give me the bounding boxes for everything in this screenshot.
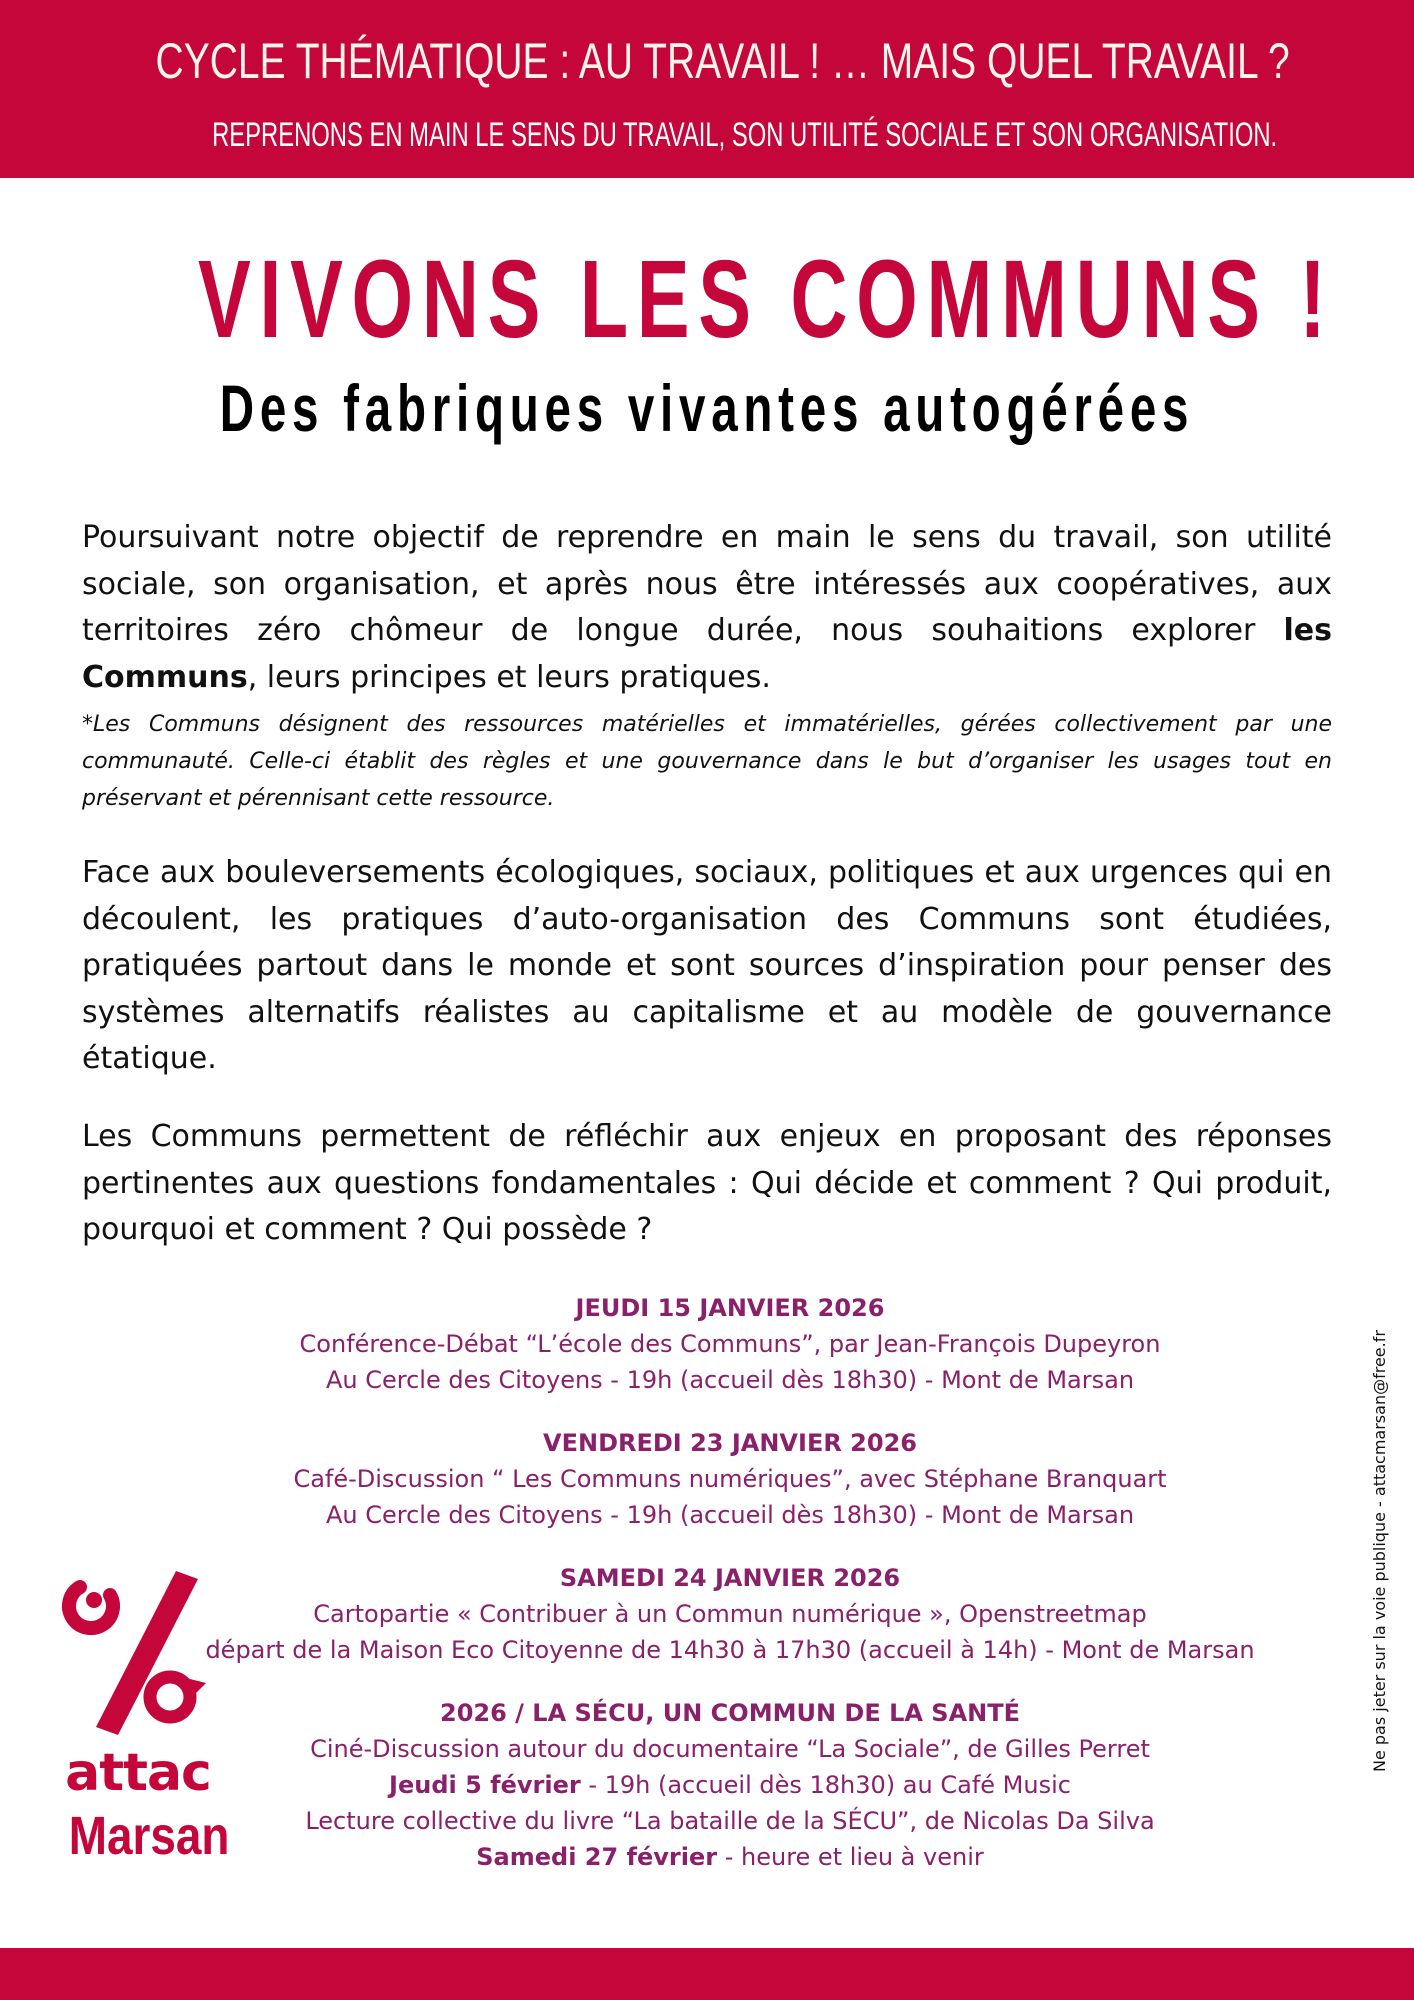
definition-note <box>82 706 1332 817</box>
intro-text: Poursuivant notre objectif de reprendre en main le sens du travail, son utilité sociale, son organisation, et après nous être intéressés aux coopératives, aux territoires zéro chômeur de longue durée, nous souhaitions explorer <box>82 520 1332 648</box>
event-description: Café-Discussion “ Les Communs numériques”, avec Stéphane Branquart <box>293 1465 1167 1493</box>
event-location: Au Cercle des Citoyens - 19h (accueil dès 18h30) - Mont de Marsan <box>325 1501 1135 1529</box>
event-description: Cartopartie « Contribuer à un Commun numérique », Openstreetmap <box>313 1600 1147 1628</box>
bottom-band <box>0 1948 1414 2000</box>
main-subtitle: Des fabriques vivantes autogérées <box>219 371 1195 445</box>
intro-bold-commons: les Communs <box>82 613 1332 695</box>
event-location: Au Cercle des Citoyens - 19h (accueil dès 18h30) - Mont de Marsan <box>325 1366 1135 1394</box>
logo-word: attac <box>65 1743 211 1803</box>
event-day: Jeudi 5 février <box>389 1771 581 1799</box>
event-description: Conférence-Débat “L’école des Communs”, par Jean-François Dupeyron <box>299 1330 1161 1358</box>
main-title: VIVONS LES COMMUNS ! <box>197 238 1335 361</box>
event-date: JEUDI 15 JANVIER 2026 <box>575 1294 885 1322</box>
event-item <box>190 1695 1270 1875</box>
top-banner <box>0 0 1414 178</box>
event-date: SAMEDI 24 JANVIER 2026 <box>559 1564 901 1592</box>
event-item <box>190 1425 1270 1533</box>
event-description: Ciné-Discussion autour du documentaire “La Sociale”, de Gilles Perret <box>310 1735 1150 1763</box>
note-star: * <box>82 712 93 737</box>
note-text: Les Communs désignent des ressources matérielles et immatérielles, gérées collectivement par une communauté. Celle-ci établit des règles et une gouvernance dans le but d’organiser les usages tout en préservant et pérennisant cette ressource. <box>82 712 1332 811</box>
event-date: VENDREDI 23 JANVIER 2026 <box>543 1429 917 1457</box>
attac-logo <box>58 1565 230 1866</box>
event-time: - heure et lieu à venir <box>717 1843 984 1871</box>
event-item <box>190 1560 1270 1668</box>
logo-place: Marsan <box>68 1806 230 1866</box>
event-day: Samedi 27 février <box>476 1843 718 1871</box>
paragraph-questions: Les Communs permettent de réfléchir aux enjeux en proposant des réponses pertinentes aux questions fondamentales : Qui décide et comment ? Qui produit, pourquoi et comment ? Qui possède ? <box>82 1119 1332 1247</box>
percent-icon <box>58 1565 228 1745</box>
event-time: - 19h (accueil dès 18h30) au Café Music <box>580 1771 1071 1799</box>
banner-title: CYCLE THÉMATIQUE : AU TRAVAIL ! … MAIS QUEL TRAVAIL ? <box>155 33 1290 89</box>
side-note: Ne pas jeter sur la voie publique - attacmarsan@free.fr <box>1370 1330 1389 1772</box>
intro-paragraph <box>82 515 1332 701</box>
banner-subtitle: REPRENONS EN MAIN LE SENS DU TRAVAIL, SON UTILITÉ SOCIALE ET SON ORGANISATION. <box>212 116 1278 154</box>
event-date: 2026 / LA SÉCU, UN COMMUN DE LA SANTÉ <box>440 1699 1020 1727</box>
event-location: départ de la Maison Eco Citoyenne de 14h30 à 17h30 (accueil à 14h) - Mont de Marsan <box>205 1636 1255 1664</box>
intro-text-end: , leurs principes et leurs pratiques. <box>247 659 771 695</box>
events-list <box>190 1290 1270 1902</box>
event-schedule <box>190 1767 1270 1803</box>
paragraph-challenges: Face aux bouleversements écologiques, sociaux, politiques et aux urgences qui en découlent, les pratiques d’auto-organisation des Communs sont étudiées, pratiquées partout dans le monde et sont sources d’inspiration pour penser des systèmes alternatifs réalistes au capitalisme et au modèle de gouvernance étatique. <box>82 855 1332 1076</box>
event-description: Lecture collective du livre “La bataille de la SÉCU”, de Nicolas Da Silva <box>305 1807 1155 1835</box>
event-schedule <box>190 1839 1270 1875</box>
event-item <box>190 1290 1270 1398</box>
